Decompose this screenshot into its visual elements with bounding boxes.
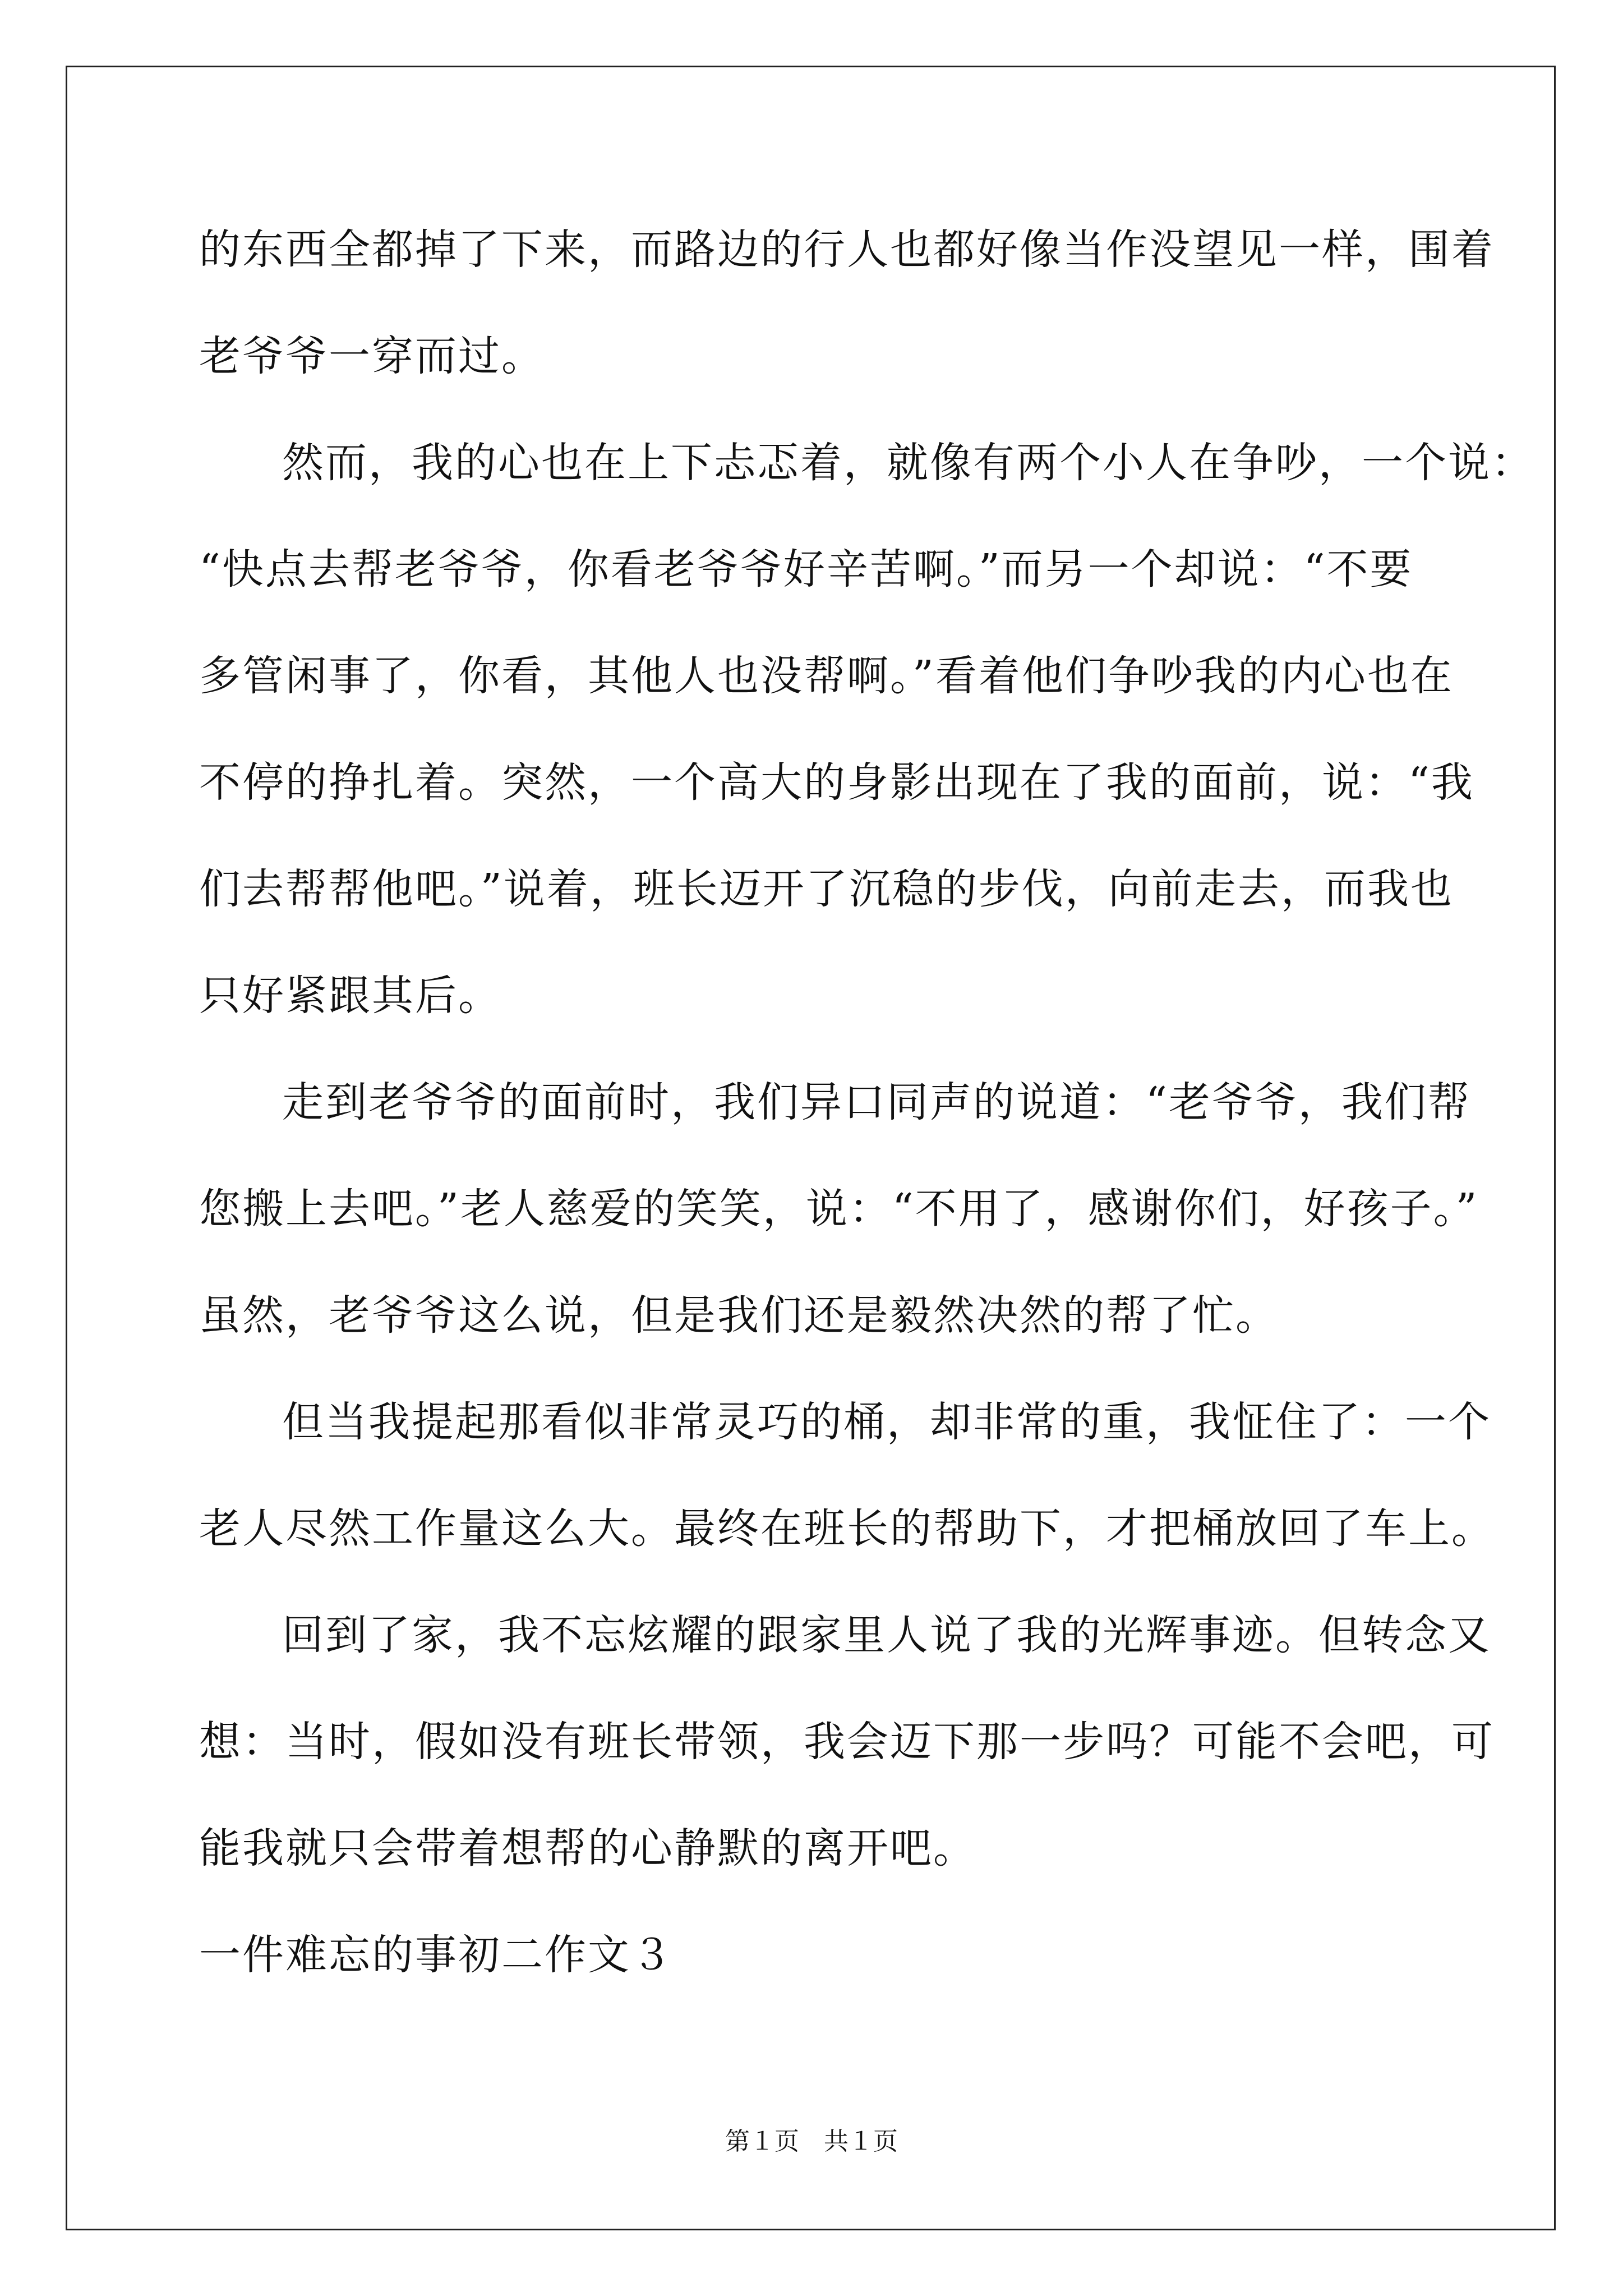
text-line: 老爷爷一穿而过。 <box>199 332 545 380</box>
text-line: 但当我提起那看似非常灵巧的桶，却非常的重，我怔住了：一个 <box>282 1398 1491 1446</box>
page-footer: 第１页 共１页 <box>725 2127 898 2156</box>
text-line: 不停的挣扎着。突然，一个高大的身影出现在了我的面前，说：“我 <box>199 758 1474 807</box>
text-line: 只好紧跟其后。 <box>199 972 501 1020</box>
text-line: 走到老爷爷的面前时，我们异口同声的说道：“老爷爷，我们帮 <box>282 1078 1471 1126</box>
text-line: 的东西全都掉了下来，而路边的行人也都好像当作没望见一样，围着 <box>199 226 1495 274</box>
text-line: 想：当时，假如没有班长带领，我会迈下那一步吗？可能不会吧，可 <box>199 1718 1495 1766</box>
text-line: “快点去帮老爷爷，你看老爷爷好辛苦啊。”而另一个却说：“不要 <box>199 545 1413 593</box>
text-line: 虽然，老爷爷这么说，但是我们还是毅然决然的帮了忙。 <box>199 1291 1279 1340</box>
text-line: 能我就只会带着想帮的心静默的离开吧。 <box>199 1824 976 1872</box>
text-line: 老人尽然工作量这么大。最终在班长的帮助下，才把桶放回了车上。 <box>199 1504 1495 1553</box>
section-heading: 一件难忘的事初二作文３ <box>199 1931 674 1979</box>
page-border <box>66 66 1556 2230</box>
text-line: 多管闲事了，你看，其他人也没帮啊。”看着他们争吵我的内心也在 <box>199 652 1454 700</box>
text-line: 们去帮帮他吧。”说着，班长迈开了沉稳的步伐，向前走去，而我也 <box>199 865 1454 913</box>
text-line: 然而，我的心也在上下忐忑着，就像有两个小人在争吵，一个说： <box>282 439 1534 487</box>
text-line: 回到了家，我不忘炫耀的跟家里人说了我的光辉事迹。但转念又 <box>282 1611 1491 1659</box>
text-line: 您搬上去吧。”老人慈爱的笑笑，说：“不用了，感谢你们，好孩子。” <box>199 1185 1479 1233</box>
